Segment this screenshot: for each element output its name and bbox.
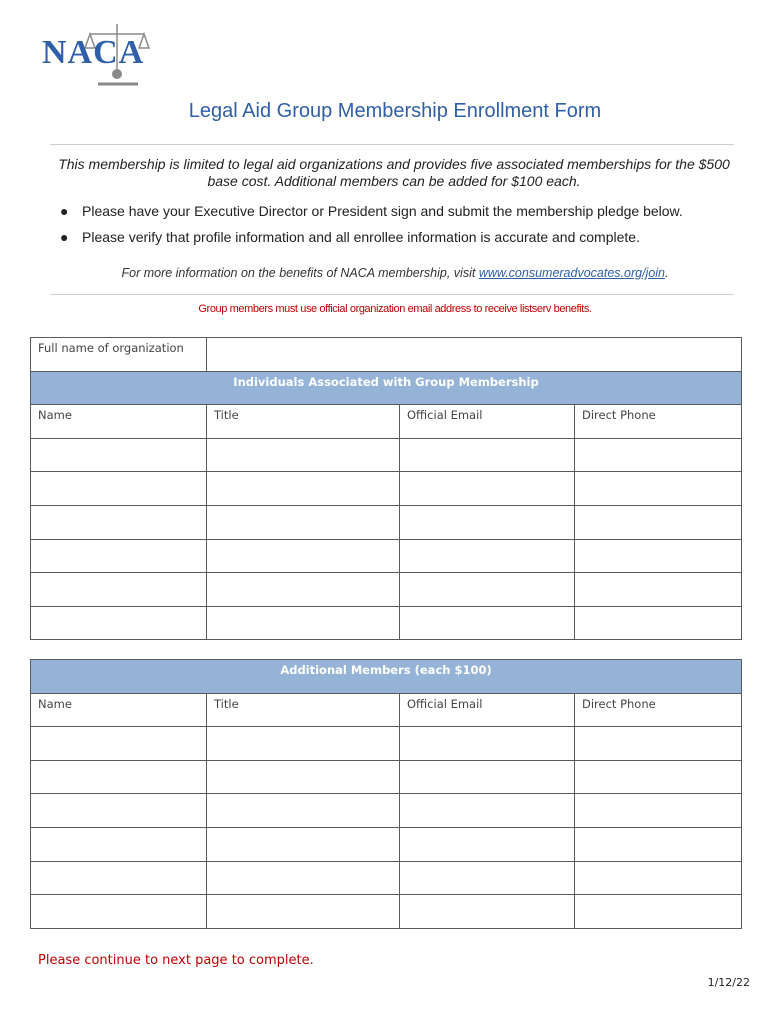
name-cell[interactable] <box>31 760 207 794</box>
title-cell[interactable] <box>207 794 400 828</box>
org-name-field[interactable] <box>207 338 742 372</box>
email-cell[interactable] <box>400 827 575 861</box>
phone-cell[interactable] <box>575 606 742 640</box>
additional-members-table <box>30 659 742 929</box>
phone-cell[interactable] <box>575 861 742 895</box>
email-cell[interactable] <box>400 861 575 895</box>
member-row <box>31 505 742 539</box>
member-row <box>31 827 742 861</box>
phone-cell[interactable] <box>575 827 742 861</box>
column-header: Title <box>207 693 400 727</box>
name-cell[interactable] <box>31 505 207 539</box>
title-cell[interactable] <box>207 760 400 794</box>
divider <box>50 144 734 145</box>
phone-cell[interactable] <box>575 472 742 506</box>
title-cell[interactable] <box>207 539 400 573</box>
section-header: Additional Members (each $100) <box>31 660 742 694</box>
email-cell[interactable] <box>400 727 575 761</box>
column-header: Official Email <box>400 693 575 727</box>
column-header: Direct Phone <box>575 405 742 439</box>
member-row <box>31 727 742 761</box>
title-cell[interactable] <box>207 861 400 895</box>
join-link[interactable]: www.consumeradvocates.org/join <box>478 266 666 280</box>
title-cell[interactable] <box>207 505 400 539</box>
column-header: Direct Phone <box>575 693 742 727</box>
bullet-icon: ● <box>60 203 69 219</box>
column-header: Official Email <box>400 405 575 439</box>
title-cell[interactable] <box>207 827 400 861</box>
phone-cell[interactable] <box>575 539 742 573</box>
band-row <box>31 371 742 405</box>
member-row <box>31 438 742 472</box>
member-row <box>31 861 742 895</box>
email-cell[interactable] <box>400 438 575 472</box>
more-info-text: For more information on the benefits of NACA membership, visit www.consumeradvocates.org/join. <box>121 266 669 280</box>
member-row <box>31 539 742 573</box>
member-row <box>31 895 742 929</box>
email-warning: Group members must use official organization email address to receive listserv benefits. <box>198 303 592 315</box>
naca-logo <box>38 22 162 88</box>
form-title: Legal Aid Group Membership Enrollment Form <box>188 100 602 122</box>
name-cell[interactable] <box>31 794 207 828</box>
list-item: ● Please verify that profile information and all enrollee information is accurate and complete. <box>60 229 640 245</box>
column-header: Name <box>31 405 207 439</box>
name-cell[interactable] <box>31 895 207 929</box>
phone-cell[interactable] <box>575 794 742 828</box>
title-cell[interactable] <box>207 895 400 929</box>
email-cell[interactable] <box>400 895 575 929</box>
name-cell[interactable] <box>31 539 207 573</box>
phone-cell[interactable] <box>575 895 742 929</box>
email-cell[interactable] <box>400 606 575 640</box>
email-cell[interactable] <box>400 573 575 607</box>
email-cell[interactable] <box>400 539 575 573</box>
membership-table <box>30 337 742 640</box>
logo-text: NACA <box>42 34 145 71</box>
name-cell[interactable] <box>31 438 207 472</box>
title-cell[interactable] <box>207 573 400 607</box>
name-cell[interactable] <box>31 827 207 861</box>
phone-cell[interactable] <box>575 727 742 761</box>
phone-cell[interactable] <box>575 505 742 539</box>
section-header: Individuals Associated with Group Membership <box>31 371 742 405</box>
name-cell[interactable] <box>31 606 207 640</box>
bullet-icon: ● <box>60 229 69 245</box>
phone-cell[interactable] <box>575 438 742 472</box>
org-name-label: Full name of organization <box>31 338 207 372</box>
member-row <box>31 606 742 640</box>
column-header: Name <box>31 693 207 727</box>
header-row <box>31 405 742 439</box>
phone-cell[interactable] <box>575 573 742 607</box>
divider <box>50 294 734 295</box>
email-cell[interactable] <box>400 794 575 828</box>
email-cell[interactable] <box>400 505 575 539</box>
column-header: Title <box>207 405 400 439</box>
title-cell[interactable] <box>207 438 400 472</box>
intro-text: This membership is limited to legal aid organizations and provides five associated memberships for the $500 base cost. Additional members can be added for $100 each. <box>58 156 730 189</box>
org-name-row <box>31 338 742 372</box>
band-row <box>31 660 742 694</box>
title-cell[interactable] <box>207 727 400 761</box>
member-row <box>31 573 742 607</box>
name-cell[interactable] <box>31 472 207 506</box>
member-row <box>31 472 742 506</box>
list-item: ● Please have your Executive Director or President sign and submit the membership pledge below. <box>60 203 683 219</box>
name-cell[interactable] <box>31 727 207 761</box>
name-cell[interactable] <box>31 861 207 895</box>
email-cell[interactable] <box>400 472 575 506</box>
title-cell[interactable] <box>207 606 400 640</box>
header-row <box>31 693 742 727</box>
phone-cell[interactable] <box>575 760 742 794</box>
email-cell[interactable] <box>400 760 575 794</box>
page-date: 1/12/22 <box>707 976 750 989</box>
continue-note: Please continue to next page to complete. <box>38 953 314 968</box>
member-row <box>31 760 742 794</box>
member-row <box>31 794 742 828</box>
instructions-list <box>60 201 683 253</box>
title-cell[interactable] <box>207 472 400 506</box>
name-cell[interactable] <box>31 573 207 607</box>
